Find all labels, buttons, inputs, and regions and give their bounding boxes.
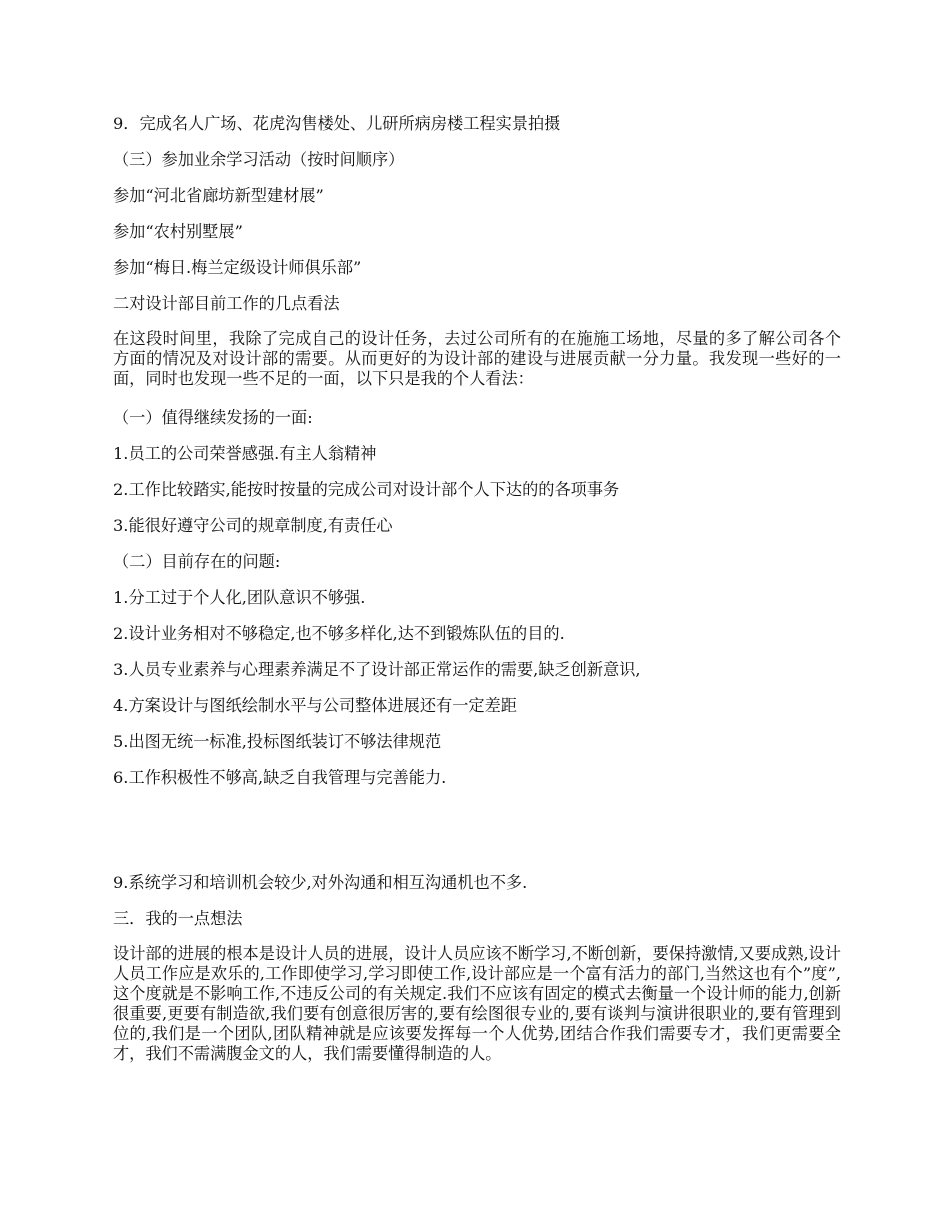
strength-item-2: 2.工作比较踏实,能按时按量的完成公司对设计部个人下达的的各项事务 (113, 480, 620, 499)
problem-item-5: 5.出图无统一标准,投标图纸装订不够法律规范 (113, 732, 442, 751)
problem-item-2: 2.设计业务相对不够稳定,也不够多样化,达不到锻炼队伍的目的. (113, 624, 565, 643)
problem-item-6: 6.工作积极性不够高,缺乏自我管理与完善能力. (113, 768, 447, 787)
problem-item-9: 9.系统学习和培训机会较少,对外沟通和相互沟通机也不多. (113, 873, 528, 892)
section-heading-my-thoughts: 三．我的一点想法 (113, 909, 243, 928)
activity-item-designer-club: 参加“梅日.梅兰定级设计师俱乐部” (113, 258, 362, 277)
subheading-strengths: （一）值得继续发扬的一面: (113, 408, 313, 427)
problem-item-4: 4.方案设计与图纸绘制水平与公司整体进展还有一定差距 (113, 696, 517, 715)
section-heading-learning-activities: （三）参加业余学习活动（按时间顺序） (113, 150, 405, 169)
subheading-problems: （二）目前存在的问题: (113, 552, 281, 571)
intro-paragraph: 在这段时间里，我除了完成自己的设计任务，去过公司所有的在施施工场地，尽量的多了解公司各个方面的情况及对设计部的需要。从而更好的为设计部的建设与进展贡献一分力量。我发现一些好的一面，同时也发现一些不足的一面，以下只是我的个人看法： (113, 329, 841, 388)
section-heading-design-dept-views: 二对设计部目前工作的几点看法 (113, 294, 340, 313)
list-item-9-photography: 9．完成名人广场、花虎沟售楼处、儿研所病房楼工程实景拍摄 (113, 114, 561, 133)
problem-item-3: 3.人员专业素养与心理素养满足不了设计部正常运作的需要,缺乏创新意识, (113, 660, 641, 679)
activity-item-building-materials-expo: 参加“河北省廊坊新型建材展” (113, 186, 324, 205)
strength-item-1: 1.员工的公司荣誉感强.有主人翁精神 (113, 444, 377, 463)
problem-item-1: 1.分工过于个人化,团队意识不够强. (113, 588, 366, 607)
thoughts-paragraph: 设计部的进展的根本是设计人员的进展，设计人员应该不断学习,不断创新，要保持激情,又要成熟,设计人员工作应是欢乐的,工作即使学习,学习即使工作,设计部应是一个富有活力的部门,当然这也有个”度”,这个度就是不影响工作,不违反公司的有关规定.我们不应该有固定的模式去衡量一个设计师的能力,创新很重要,更要有制造欲,我们要有创意很厉害的,要有绘图很专业的,要有谈判与演讲很职业的,要有管理到位的,我们是一个团队,团队精神就是应该要发挥每一个人优势,团结合作我们需要专才，我们更需要全才，我们不需满腹金文的人，我们需要懂得制造的人。 (113, 944, 841, 1063)
strength-item-3: 3.能很好遵守公司的规章制度,有责任心 (113, 516, 393, 535)
activity-item-villa-expo: 参加“农村别墅展” (113, 222, 243, 241)
